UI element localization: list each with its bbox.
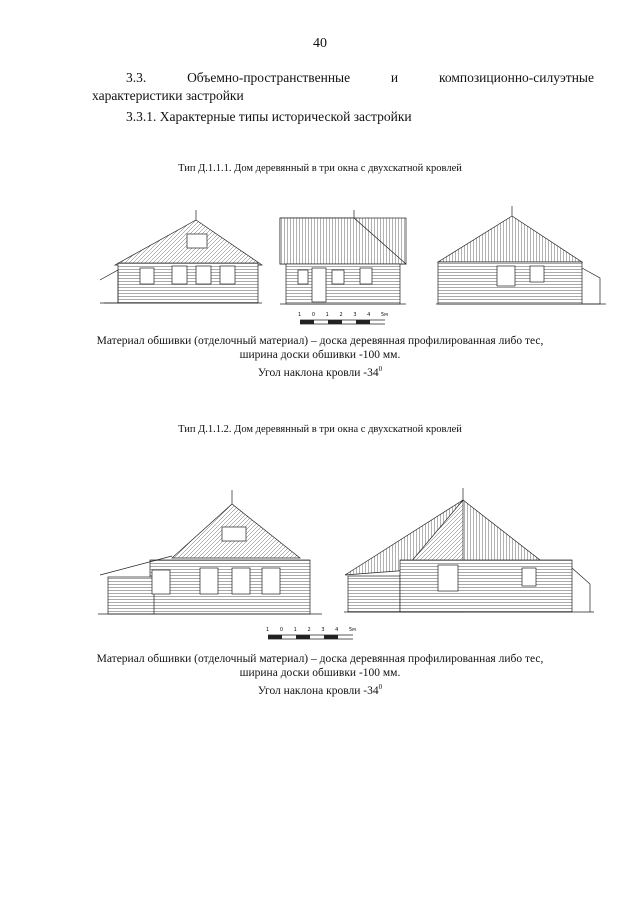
type2-desc-line3: Угол наклона кровли $-34^0$ xyxy=(257,683,383,697)
type2-front-elevation xyxy=(98,490,322,614)
type1-caption: Тип Д.1.1.1. Дом деревянный в три окна с двухскатной кровлей xyxy=(178,163,462,174)
type1-rear-elevation xyxy=(436,206,606,304)
section-title-word-3: композиционно-силуэтные xyxy=(438,70,594,85)
subsection-heading: 3.3.1. Характерные типы исторической застройки xyxy=(126,109,412,124)
section-title-continuation: характеристики застройки xyxy=(92,88,244,103)
page-number: 40 xyxy=(313,36,327,51)
type2-description xyxy=(0,652,640,698)
section-title-word-1: Объемно-пространственные xyxy=(187,70,351,85)
type2-scale-bar xyxy=(268,635,353,639)
type1-desc-line2: ширина доски обшивки -100 мм. xyxy=(239,349,401,361)
type1-side-elevation xyxy=(280,210,406,304)
section-title-word-2: и xyxy=(390,70,399,85)
type1-desc-line1: Материал обшивки (отделочный материал) – доска деревянная профилированная либо тес, xyxy=(96,335,544,347)
type1-desc-line3: Угол наклона кровли $-34^0$ xyxy=(257,365,383,379)
type2-desc-line1: Материал обшивки (отделочный материал) – доска деревянная профилированная либо тес, xyxy=(96,653,544,665)
section-number: 3.3. xyxy=(126,70,147,85)
type2-scale-labels: 1 0 1 2 3 4 5м xyxy=(266,627,356,633)
type2-desc-line2: ширина доски обшивки -100 мм. xyxy=(239,667,401,679)
type1-scale-bar xyxy=(300,320,385,324)
type2-side-elevation xyxy=(344,488,594,612)
type1-description xyxy=(0,334,640,380)
type1-front-elevation xyxy=(100,210,262,303)
type2-caption: Тип Д.1.1.2. Дом деревянный в три окна с двухскатной кровлей xyxy=(178,424,462,435)
type1-scale-labels: 1 0 1 2 3 4 5м xyxy=(298,312,388,318)
